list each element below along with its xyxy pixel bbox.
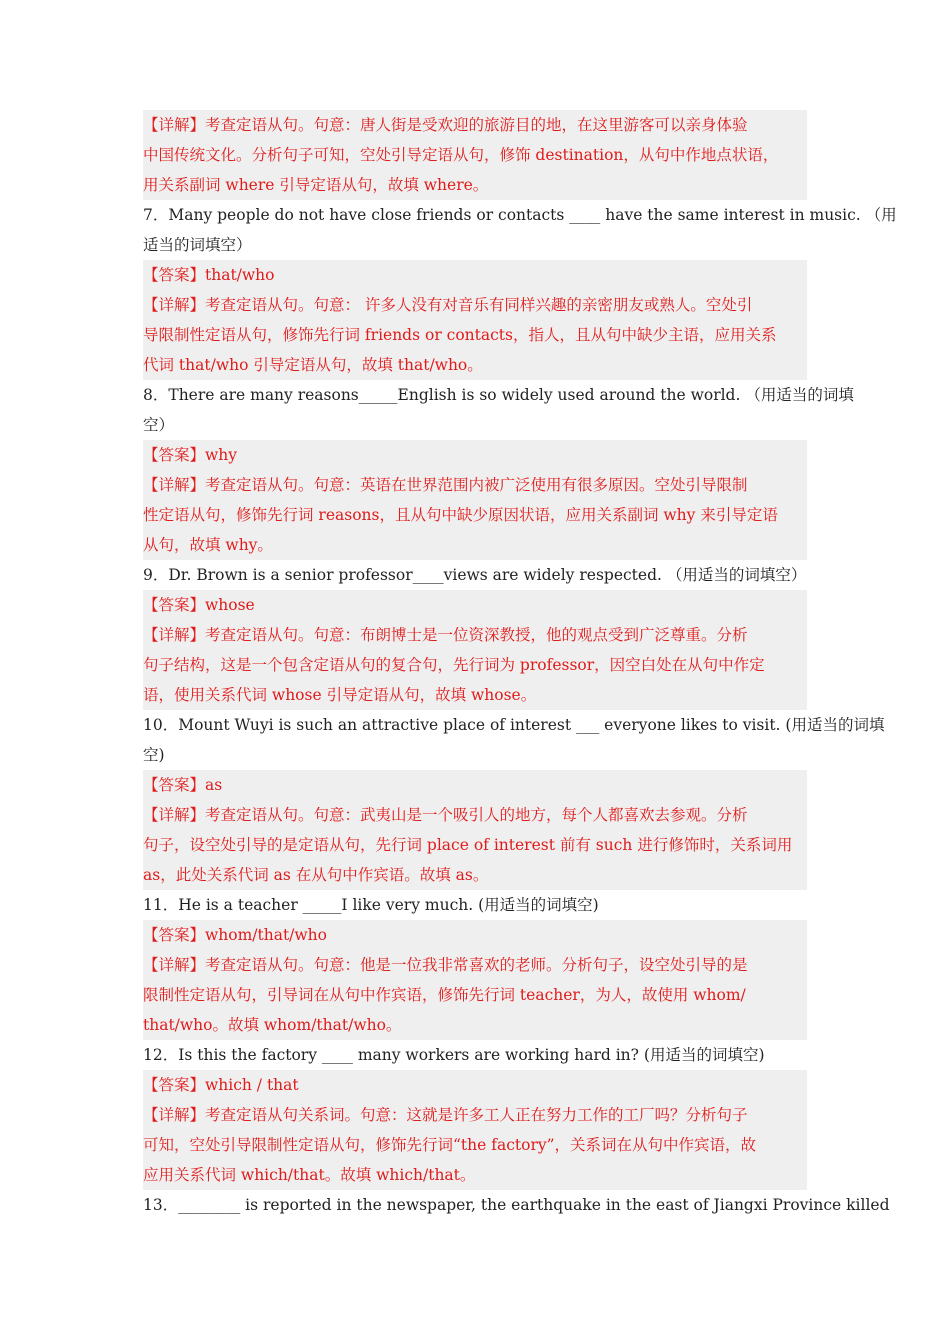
explanation-line: 导限制性定语从句，修饰先行词 friends or contacts，指人，且从句中缺少主语，应用关系 bbox=[143, 326, 777, 344]
explanation-line: 用关系副词 where 引导定语从句，故填 where。 bbox=[143, 176, 489, 194]
question-line: 12．Is this the factory ____ many workers are working hard in? (用适当的词填空) bbox=[143, 1046, 765, 1064]
document-page bbox=[143, 110, 897, 1220]
explanation-line: that/who。故填 whom/that/who。 bbox=[143, 1016, 402, 1034]
question-9 bbox=[143, 560, 807, 710]
question-12 bbox=[143, 1040, 807, 1190]
answer-line: 【答案】whose bbox=[143, 596, 255, 614]
question-line: 8．There are many reasons_____English is so widely used around the world. （用适当的词填 bbox=[143, 386, 854, 404]
answer-block bbox=[143, 260, 807, 380]
explanation-line: 【详解】考查定语从句。句意：英语在世界范围内被广泛使用有很多原因。空处引导限制 bbox=[143, 476, 748, 494]
explanation-line: 中国传统文化。分析句子可知，空处引导定语从句，修饰 destination，从句中作地点状语， bbox=[143, 146, 779, 164]
question-line: 13．________ is reported in the newspaper, the earthquake in the east of Jiangxi Province killed bbox=[143, 1196, 890, 1214]
explanation-line: as，此处关系代词 as 在从句中作宾语。故填 as。 bbox=[143, 866, 489, 884]
explanation-line: 可知，空处引导限制性定语从句，修饰先行词“the factory”，关系词在从句中作宾语，故 bbox=[143, 1136, 757, 1154]
answer-block bbox=[143, 1070, 807, 1190]
question-line: 7．Many people do not have close friends or contacts ____ have the same interest in music. （用 bbox=[143, 206, 897, 224]
question-line: 10．Mount Wuyi is such an attractive place of interest ___ everyone likes to visit. (用适当的词填 bbox=[143, 716, 885, 734]
explanation-line: 性定语从句，修饰先行词 reasons，且从句中缺少原因状语，应用关系副词 why 来引导定语 bbox=[143, 506, 778, 524]
answer-line: 【答案】that/who bbox=[143, 266, 275, 284]
question-line: 11．He is a teacher _____I like very much. (用适当的词填空) bbox=[143, 896, 599, 914]
question-13 bbox=[143, 1190, 890, 1220]
explanation-line: 句子，设空处引导的是定语从句，先行词 place of interest 前有 such 进行修饰时，关系词用 bbox=[143, 836, 793, 854]
explanation-line: 【详解】考查定语从句。句意：他是一位我非常喜欢的老师。分析句子，设空处引导的是 bbox=[143, 956, 748, 974]
question-line: 9．Dr. Brown is a senior professor____views are widely respected. （用适当的词填空） bbox=[143, 566, 807, 584]
answer-line: 【答案】which / that bbox=[143, 1076, 299, 1094]
explanation-line: 应用关系代词 which/that。故填 which/that。 bbox=[143, 1166, 476, 1184]
explanation-line: 限制性定语从句，引导词在从句中作宾语，修饰先行词 teacher，为人，故使用 whom/ bbox=[143, 986, 746, 1004]
question-line: 空) bbox=[143, 746, 165, 764]
explanation-line: 【详解】考查定语从句关系词。句意：这就是许多工人正在努力工作的工厂吗？分析句子 bbox=[143, 1106, 748, 1124]
explanation-line: 从句，故填 why。 bbox=[143, 536, 273, 554]
answer-block bbox=[143, 590, 807, 710]
question-8 bbox=[143, 380, 854, 560]
question-7 bbox=[143, 200, 897, 380]
answer-block bbox=[143, 440, 807, 560]
explanation-line: 【详解】考查定语从句。句意： 许多人没有对音乐有同样兴趣的亲密朋友或熟人。空处引 bbox=[143, 296, 753, 314]
explanation-line: 【详解】考查定语从句。句意：唐人街是受欢迎的旅游目的地，在这里游客可以亲身体验 bbox=[143, 116, 748, 134]
question-10 bbox=[143, 710, 885, 890]
answer-line: 【答案】as bbox=[143, 776, 223, 794]
answer-line: 【答案】why bbox=[143, 446, 238, 464]
question-line: 适当的词填空） bbox=[143, 236, 252, 254]
explanation-block bbox=[143, 110, 807, 200]
explanation-line: 语，使用关系代词 whose 引导定语从句，故填 whose。 bbox=[143, 686, 537, 704]
answer-line: 【答案】whom/that/who bbox=[143, 926, 327, 944]
explanation-line: 【详解】考查定语从句。句意：武夷山是一个吸引人的地方，每个人都喜欢去参观。分析 bbox=[143, 806, 748, 824]
explanation-line: 代词 that/who 引导定语从句，故填 that/who。 bbox=[143, 356, 483, 374]
answer-block bbox=[143, 770, 807, 890]
question-11 bbox=[143, 890, 807, 1040]
explanation-line: 【详解】考查定语从句。句意：布朗博士是一位资深教授，他的观点受到广泛尊重。分析 bbox=[143, 626, 748, 644]
explanation-line: 句子结构，这是一个包含定语从句的复合句，先行词为 professor，因空白处在从句中作定 bbox=[143, 656, 765, 674]
question-line: 空） bbox=[143, 416, 175, 434]
answer-block bbox=[143, 920, 807, 1040]
